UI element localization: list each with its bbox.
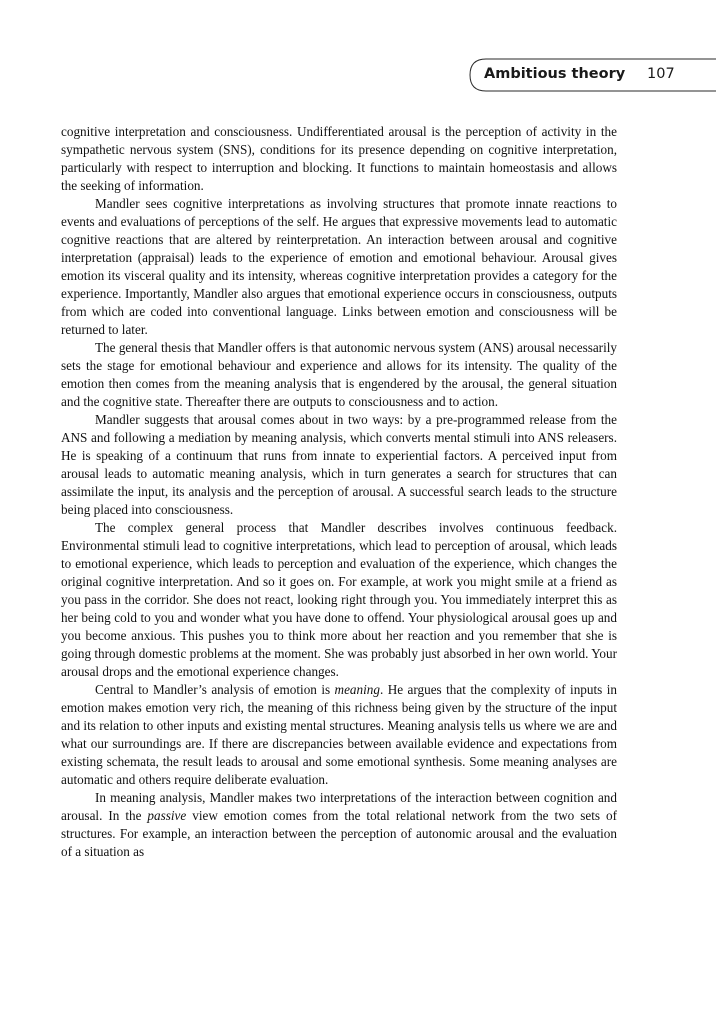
text-run: . He argues that the complexity of inputs in emotion makes emotion very rich, the meaning of this richness being given by the structure of the input and its relation to other inputs and existing mental structures. Meaning analysis tells us where we are and what our surroundings are. If there are discrepancies between available evidence and expectations from existing schemata, the result leads to arousal and some emotional synthesis. Some meaning analyses are automatic and others require deliberate evaluation. <box>61 682 617 787</box>
running-title: Ambitious theory <box>484 66 626 82</box>
text-run: The general thesis that Mandler offers is that autonomic nervous system (ANS) arousal necessarily sets the stage for emotional behaviour and experience and allows for its intensity. The quality of the emotion then comes from the meaning analysis that is engendered by the arousal, the general situation and the cognitive state. Thereafter there are outputs to consciousness and to action. <box>61 340 617 409</box>
paragraph <box>61 681 617 789</box>
paragraph <box>61 339 617 411</box>
paragraph <box>61 195 617 339</box>
text-run: The complex general process that Mandler describes involves continuous feedback. Environmental stimuli lead to cognitive interpretations, which lead to perception of arousal, which leads to emotional experience, which leads to perception and evaluation of the experience, which changes the original cognitive interpretation. And so it goes on. For example, at work you might smile at a friend as you pass in the corridor. She does not react, looking right through you. You immediately interpret this as her being cold to you and wonder what you have done to offend. Your physiological arousal goes up and you become anxious. This pushes you to think more about her reaction and you remember that she is going through domestic problems at the moment. She was probably just absorbed in her own world. Your arousal drops and the emotional experience changes. <box>61 520 617 679</box>
paragraph <box>61 519 617 681</box>
text-run: Mandler sees cognitive interpretations as involving structures that promote innate reactions to events and evaluations of perceptions of the self. He argues that expressive movements lead to automatic cognitive reactions that are altered by reinterpretation. An interaction between arousal and cognitive interpretation (appraisal) leads to the experience of emotion and emotional behaviour. Arousal gives emotion its visceral quality and its intensity, whereas cognitive interpretation provides a category for the experience. Importantly, Mandler also argues that emotional experience occurs in consciousness, outputs from which are coded into conventional language. Links between emotion and consciousness will be returned to later. <box>61 196 617 337</box>
paragraph <box>61 123 617 195</box>
body-text <box>61 123 617 861</box>
text-run: Mandler suggests that arousal comes about in two ways: by a pre-programmed release from the ANS and following a mediation by meaning analysis, which converts mental stimuli into ANS releasers. He is speaking of a continuum that runs from innate to experiential factors. A perceived input from arousal leads to automatic meaning analysis, which in turn generates a search for structures that can assimilate the input, its analysis and the perception of arousal. A successful search leads to the structure being placed into consciousness. <box>61 412 617 517</box>
italic-term: meaning <box>334 682 380 697</box>
paragraph <box>61 411 617 519</box>
italic-term: passive <box>147 808 187 823</box>
header-rule-decoration <box>0 0 716 100</box>
running-header <box>0 0 716 100</box>
text-run: Central to Mandler’s analysis of emotion is <box>95 682 335 697</box>
text-run: In meaning analysis, Mandler makes two interpretations of the interaction between cognition and arousal. In the <box>61 790 617 823</box>
paragraph <box>61 789 617 861</box>
text-run: cognitive interpretation and consciousness. Undifferentiated arousal is the perception of activity in the sympathetic nervous system (SNS), conditions for its presence depending on cognitive interpretation, particularly with respect to interruption and blocking. It functions to maintain homeostasis and allows the seeking of information. <box>61 124 617 193</box>
page-number: 107 <box>647 66 675 82</box>
text-run: view emotion comes from the total relational network from the two sets of structures. For example, an interaction between the perception of autonomic arousal and the evaluation of a situation as <box>61 808 618 859</box>
